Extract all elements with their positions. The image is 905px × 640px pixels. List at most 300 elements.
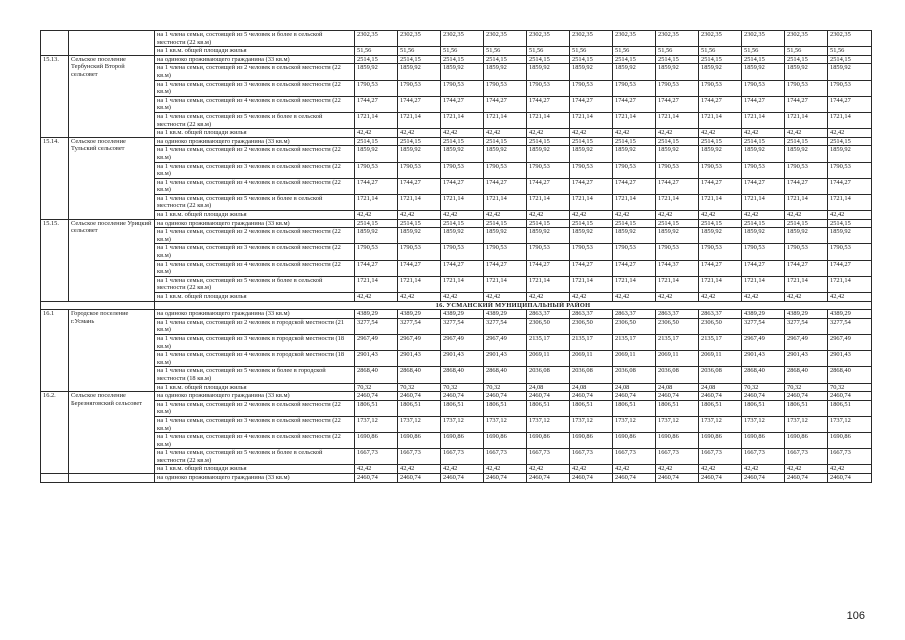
value-cell: 1790,53 <box>527 244 570 260</box>
value-cell: 2306,50 <box>570 318 613 334</box>
value-cell: 1744,27 <box>699 178 742 194</box>
value-cell: 1721,14 <box>570 194 613 210</box>
value-cell: 2901,43 <box>828 351 872 367</box>
value-cell: 2967,49 <box>484 334 527 350</box>
value-cell: 1737,12 <box>355 416 398 432</box>
value-cell: 2514,15 <box>398 137 441 146</box>
value-cell: 1690,86 <box>527 433 570 449</box>
value-cell: 2069,11 <box>527 351 570 367</box>
district-header-row <box>41 301 872 310</box>
value-cell: 1744,27 <box>441 260 484 276</box>
value-cell: 1690,86 <box>441 433 484 449</box>
value-cell: 1690,86 <box>613 433 656 449</box>
item-number: 16.2. <box>41 392 69 474</box>
row-label: на одиноко проживающего гражданина (33 кв.м) <box>155 219 355 228</box>
value-cell: 42,42 <box>570 465 613 474</box>
value-cell: 1806,51 <box>742 400 785 416</box>
value-cell: 1744,27 <box>742 260 785 276</box>
value-cell: 2460,74 <box>656 392 699 401</box>
value-cell: 2514,15 <box>828 55 872 64</box>
value-cell: 1667,73 <box>742 449 785 465</box>
value-cell: 42,42 <box>441 211 484 220</box>
value-cell: 1790,53 <box>398 162 441 178</box>
table-row <box>41 400 872 416</box>
value-cell: 1859,92 <box>656 228 699 244</box>
value-cell: 1859,92 <box>527 64 570 80</box>
value-cell: 1859,92 <box>570 64 613 80</box>
value-cell: 42,42 <box>484 293 527 302</box>
value-cell: 51,56 <box>785 47 828 56</box>
value-cell: 1667,73 <box>699 449 742 465</box>
value-cell: 2514,15 <box>570 219 613 228</box>
table-row <box>41 194 872 210</box>
value-cell: 2514,15 <box>613 55 656 64</box>
value-cell: 42,42 <box>355 211 398 220</box>
value-cell: 1806,51 <box>613 400 656 416</box>
value-cell: 2460,74 <box>355 392 398 401</box>
value-cell: 2302,35 <box>699 31 742 47</box>
value-cell: 2460,74 <box>613 474 656 483</box>
value-cell: 2901,43 <box>355 351 398 367</box>
value-cell: 1859,92 <box>828 228 872 244</box>
value-cell: 2460,74 <box>398 392 441 401</box>
value-cell: 1790,53 <box>570 244 613 260</box>
value-cell: 1859,92 <box>785 64 828 80</box>
tariff-table-sheet <box>40 30 870 483</box>
value-cell: 70,32 <box>785 383 828 392</box>
value-cell: 2135,17 <box>656 334 699 350</box>
value-cell: 2302,35 <box>398 31 441 47</box>
value-cell: 1806,51 <box>527 400 570 416</box>
value-cell: 1721,14 <box>484 112 527 128</box>
row-label: на 1 члена семьи, состоящей из 3 человек в городской местности (18 кв.м) <box>155 334 355 350</box>
settlement-name: Сельское поселение Тульский сельсовет <box>69 137 155 219</box>
value-cell: 42,42 <box>441 129 484 138</box>
value-cell: 1744,27 <box>656 178 699 194</box>
value-cell: 2036,08 <box>613 367 656 383</box>
value-cell: 1859,92 <box>398 146 441 162</box>
value-cell: 1721,14 <box>742 112 785 128</box>
value-cell: 24,08 <box>527 383 570 392</box>
value-cell: 1667,73 <box>441 449 484 465</box>
value-cell: 1690,86 <box>828 433 872 449</box>
row-label: на 1 члена семьи, состоящей из 4 человек в городской местности (18 кв.м) <box>155 351 355 367</box>
value-cell: 1667,73 <box>527 449 570 465</box>
value-cell: 1721,14 <box>613 112 656 128</box>
table-row <box>41 129 872 138</box>
row-label: на 1 кв.м. общей площади жилья <box>155 383 355 392</box>
value-cell: 1790,53 <box>828 80 872 96</box>
value-cell: 2868,40 <box>355 367 398 383</box>
item-number: 16.1 <box>41 310 69 392</box>
value-cell: 1744,27 <box>742 178 785 194</box>
table-row <box>41 31 872 47</box>
value-cell: 2514,15 <box>441 219 484 228</box>
value-cell: 2069,11 <box>570 351 613 367</box>
settlement-name <box>69 474 155 483</box>
value-cell: 2302,35 <box>613 31 656 47</box>
row-label: на 1 члена семьи, состоящей из 5 человек и более в сельской местности (22 кв.м) <box>155 194 355 210</box>
table-row <box>41 137 872 146</box>
table-row <box>41 334 872 350</box>
value-cell: 2302,35 <box>570 31 613 47</box>
value-cell: 2967,49 <box>742 334 785 350</box>
value-cell: 2069,11 <box>613 351 656 367</box>
row-label: на 1 члена семьи, состоящей из 5 человек и более в городской местности (18 кв.м) <box>155 367 355 383</box>
value-cell: 2514,15 <box>570 137 613 146</box>
value-cell: 2460,74 <box>398 474 441 483</box>
value-cell: 1744,27 <box>484 96 527 112</box>
value-cell: 1790,53 <box>699 244 742 260</box>
value-cell: 1744,27 <box>613 178 656 194</box>
value-cell: 1690,86 <box>742 433 785 449</box>
value-cell: 1721,14 <box>828 194 872 210</box>
row-label: на 1 члена семьи, состоящей из 4 человек в сельской местности (22 кв.м) <box>155 260 355 276</box>
value-cell: 42,42 <box>828 211 872 220</box>
value-cell: 1744,27 <box>699 96 742 112</box>
value-cell: 1737,12 <box>527 416 570 432</box>
value-cell: 2514,15 <box>742 55 785 64</box>
table-row <box>41 228 872 244</box>
value-cell: 2069,11 <box>656 351 699 367</box>
value-cell: 1859,92 <box>699 64 742 80</box>
value-cell: 1790,53 <box>742 162 785 178</box>
value-cell: 1859,92 <box>613 228 656 244</box>
value-cell: 1721,14 <box>570 276 613 292</box>
value-cell: 70,32 <box>484 383 527 392</box>
value-cell: 1790,53 <box>484 162 527 178</box>
value-cell: 2901,43 <box>785 351 828 367</box>
value-cell: 42,42 <box>355 293 398 302</box>
value-cell: 1667,73 <box>613 449 656 465</box>
value-cell: 1744,27 <box>785 96 828 112</box>
value-cell: 42,42 <box>398 465 441 474</box>
value-cell: 1721,14 <box>613 194 656 210</box>
value-cell: 1721,14 <box>441 194 484 210</box>
value-cell: 1667,73 <box>355 449 398 465</box>
table-row <box>41 367 872 383</box>
value-cell: 1721,14 <box>355 112 398 128</box>
value-cell: 42,42 <box>613 465 656 474</box>
value-cell: 3277,54 <box>484 318 527 334</box>
settlement-name: Сельское поселение Урицкий сельсовет <box>69 219 155 301</box>
value-cell: 1721,14 <box>699 112 742 128</box>
value-cell: 1721,14 <box>355 194 398 210</box>
value-cell: 2302,35 <box>441 31 484 47</box>
value-cell: 42,42 <box>742 211 785 220</box>
value-cell: 42,42 <box>484 465 527 474</box>
value-cell: 4389,29 <box>441 310 484 319</box>
value-cell: 1790,53 <box>484 244 527 260</box>
value-cell: 1744,27 <box>828 96 872 112</box>
value-cell: 1744,27 <box>828 178 872 194</box>
value-cell: 2514,15 <box>828 137 872 146</box>
value-cell: 42,42 <box>699 293 742 302</box>
value-cell: 42,42 <box>828 293 872 302</box>
value-cell: 4389,29 <box>484 310 527 319</box>
value-cell: 1859,92 <box>785 146 828 162</box>
value-cell: 1859,92 <box>828 146 872 162</box>
value-cell: 1790,53 <box>570 162 613 178</box>
value-cell: 1744,27 <box>742 96 785 112</box>
value-cell: 1859,92 <box>355 64 398 80</box>
row-label: на 1 члена семьи, состоящей из 2 человек в сельской местности (22 кв.м) <box>155 64 355 80</box>
row-label: на 1 кв.м. общей площади жилья <box>155 293 355 302</box>
value-cell: 1744,27 <box>828 260 872 276</box>
row-label: на 1 члена семьи, состоящей из 3 человек в сельской местности (22 кв.м) <box>155 80 355 96</box>
row-label: на 1 члена семьи, состоящей из 3 человек в сельской местности (22 кв.м) <box>155 162 355 178</box>
value-cell: 1737,12 <box>570 416 613 432</box>
value-cell: 2514,15 <box>785 137 828 146</box>
value-cell: 2514,15 <box>699 55 742 64</box>
row-label: на 1 члена семьи, состоящей из 2 человек в сельской местности (22 кв.м) <box>155 228 355 244</box>
value-cell: 1859,92 <box>441 146 484 162</box>
value-cell: 1667,73 <box>656 449 699 465</box>
value-cell: 42,42 <box>742 465 785 474</box>
value-cell: 51,56 <box>742 47 785 56</box>
value-cell: 51,56 <box>699 47 742 56</box>
value-cell: 1744,27 <box>355 178 398 194</box>
value-cell: 1859,92 <box>484 64 527 80</box>
value-cell: 2514,15 <box>484 219 527 228</box>
value-cell: 2868,40 <box>742 367 785 383</box>
value-cell: 2514,15 <box>742 219 785 228</box>
value-cell: 1721,14 <box>441 276 484 292</box>
value-cell: 1744,27 <box>398 260 441 276</box>
value-cell: 42,42 <box>484 129 527 138</box>
value-cell: 1859,92 <box>742 228 785 244</box>
value-cell: 2514,15 <box>785 55 828 64</box>
table-row <box>41 318 872 334</box>
value-cell: 42,42 <box>355 129 398 138</box>
value-cell: 1721,14 <box>785 112 828 128</box>
value-cell: 2901,43 <box>484 351 527 367</box>
value-cell: 2460,74 <box>484 392 527 401</box>
table-row <box>41 112 872 128</box>
value-cell: 1744,27 <box>355 260 398 276</box>
value-cell: 42,42 <box>656 129 699 138</box>
row-label: на одиноко проживающего гражданина (33 кв.м) <box>155 392 355 401</box>
value-cell: 1721,14 <box>441 112 484 128</box>
value-cell: 51,56 <box>355 47 398 56</box>
value-cell: 1859,92 <box>570 146 613 162</box>
value-cell: 2868,40 <box>785 367 828 383</box>
value-cell: 1806,51 <box>398 400 441 416</box>
value-cell: 42,42 <box>828 129 872 138</box>
value-cell: 2514,15 <box>656 55 699 64</box>
value-cell: 2460,74 <box>613 392 656 401</box>
value-cell: 2514,15 <box>355 219 398 228</box>
value-cell: 42,42 <box>398 129 441 138</box>
row-label: на 1 члена семьи, состоящей из 5 человек и более в сельской местности (22 кв.м) <box>155 112 355 128</box>
value-cell: 42,42 <box>742 293 785 302</box>
value-cell: 2514,15 <box>656 137 699 146</box>
district-title: 16. УСМАНСКИЙ МУНИЦИПАЛЬНЫЙ РАЙОН <box>155 301 872 310</box>
value-cell: 2460,74 <box>742 392 785 401</box>
value-cell: 42,42 <box>527 211 570 220</box>
value-cell: 1790,53 <box>613 80 656 96</box>
value-cell: 1744,27 <box>656 96 699 112</box>
value-cell: 1744,27 <box>441 96 484 112</box>
table-row <box>41 64 872 80</box>
value-cell: 1790,53 <box>656 80 699 96</box>
value-cell: 2460,74 <box>785 474 828 483</box>
value-cell: 1790,53 <box>699 80 742 96</box>
value-cell: 2967,49 <box>785 334 828 350</box>
value-cell: 1790,53 <box>398 244 441 260</box>
value-cell: 2302,35 <box>656 31 699 47</box>
value-cell: 1806,51 <box>570 400 613 416</box>
value-cell: 2460,74 <box>828 392 872 401</box>
table-row <box>41 276 872 292</box>
value-cell: 24,08 <box>656 383 699 392</box>
value-cell: 1859,92 <box>742 64 785 80</box>
item-number: 15.15. <box>41 219 69 301</box>
value-cell: 1737,12 <box>699 416 742 432</box>
value-cell: 1859,92 <box>613 146 656 162</box>
value-cell: 1721,14 <box>527 112 570 128</box>
value-cell: 2514,15 <box>355 55 398 64</box>
value-cell: 2460,74 <box>656 474 699 483</box>
value-cell: 1721,14 <box>613 276 656 292</box>
value-cell: 4389,29 <box>355 310 398 319</box>
value-cell: 2863,37 <box>570 310 613 319</box>
value-cell: 51,56 <box>656 47 699 56</box>
item-number: 15.14. <box>41 137 69 219</box>
value-cell: 2460,74 <box>785 392 828 401</box>
value-cell: 2460,74 <box>484 474 527 483</box>
settlement-name: Городское поселение г.Усмань <box>69 310 155 392</box>
value-cell: 1859,92 <box>527 228 570 244</box>
value-cell: 1721,14 <box>527 276 570 292</box>
value-cell: 2967,49 <box>441 334 484 350</box>
table-body <box>41 31 872 483</box>
value-cell: 1859,92 <box>699 146 742 162</box>
value-cell: 42,42 <box>828 465 872 474</box>
table-row <box>41 80 872 96</box>
value-cell: 1721,14 <box>398 276 441 292</box>
value-cell: 2514,15 <box>613 219 656 228</box>
value-cell: 2135,17 <box>527 334 570 350</box>
value-cell: 42,42 <box>527 293 570 302</box>
value-cell: 2306,50 <box>656 318 699 334</box>
value-cell: 1859,92 <box>441 64 484 80</box>
table-row <box>41 293 872 302</box>
value-cell: 1859,92 <box>441 228 484 244</box>
value-cell: 42,42 <box>742 129 785 138</box>
value-cell: 4389,29 <box>742 310 785 319</box>
row-label: на 1 члена семьи, состоящей из 4 человек в сельской местности (22 кв.м) <box>155 433 355 449</box>
value-cell: 1744,27 <box>785 178 828 194</box>
value-cell: 1790,53 <box>699 162 742 178</box>
value-cell: 2514,15 <box>527 219 570 228</box>
value-cell: 1737,12 <box>613 416 656 432</box>
value-cell: 3277,54 <box>742 318 785 334</box>
value-cell: 1667,73 <box>484 449 527 465</box>
value-cell: 2460,74 <box>441 474 484 483</box>
value-cell: 1690,86 <box>656 433 699 449</box>
row-label: на 1 члена семьи, состоящей из 2 человек в городской местности (21 кв.м) <box>155 318 355 334</box>
value-cell: 1806,51 <box>484 400 527 416</box>
value-cell: 1859,92 <box>398 228 441 244</box>
table-row <box>41 416 872 432</box>
value-cell: 1790,53 <box>785 80 828 96</box>
value-cell: 2302,35 <box>785 31 828 47</box>
value-cell: 1721,14 <box>656 112 699 128</box>
value-cell: 1721,14 <box>484 194 527 210</box>
value-cell: 42,42 <box>355 465 398 474</box>
value-cell: 70,32 <box>441 383 484 392</box>
value-cell: 1667,73 <box>398 449 441 465</box>
value-cell: 4389,29 <box>398 310 441 319</box>
value-cell: 1790,53 <box>398 80 441 96</box>
value-cell: 1721,14 <box>355 276 398 292</box>
value-cell: 42,42 <box>441 465 484 474</box>
value-cell: 1721,14 <box>656 194 699 210</box>
value-cell: 1744,27 <box>613 96 656 112</box>
value-cell: 1737,12 <box>441 416 484 432</box>
settlement-name: Сельское поселение Тербунский Второй сельсовет <box>69 55 155 137</box>
value-cell: 42,42 <box>785 129 828 138</box>
value-cell: 1859,92 <box>742 146 785 162</box>
value-cell: 1806,51 <box>355 400 398 416</box>
item-number: 15.13. <box>41 55 69 137</box>
value-cell: 2135,17 <box>570 334 613 350</box>
value-cell: 1790,53 <box>828 244 872 260</box>
value-cell: 2514,15 <box>441 55 484 64</box>
value-cell: 1859,92 <box>828 64 872 80</box>
value-cell: 42,42 <box>613 129 656 138</box>
value-cell: 1737,12 <box>656 416 699 432</box>
value-cell: 51,56 <box>398 47 441 56</box>
value-cell: 2514,15 <box>785 219 828 228</box>
value-cell: 2514,15 <box>527 55 570 64</box>
value-cell: 2306,50 <box>699 318 742 334</box>
value-cell: 1790,53 <box>613 162 656 178</box>
value-cell: 2901,43 <box>441 351 484 367</box>
table-row <box>41 219 872 228</box>
value-cell: 2069,11 <box>699 351 742 367</box>
value-cell: 42,42 <box>570 129 613 138</box>
value-cell: 42,42 <box>785 211 828 220</box>
value-cell: 1806,51 <box>441 400 484 416</box>
value-cell: 1744,27 <box>527 260 570 276</box>
value-cell: 1744,27 <box>785 260 828 276</box>
value-cell: 51,56 <box>441 47 484 56</box>
value-cell: 1737,12 <box>398 416 441 432</box>
value-cell: 2514,15 <box>699 219 742 228</box>
value-cell: 1737,12 <box>742 416 785 432</box>
value-cell: 2460,74 <box>527 392 570 401</box>
value-cell: 1737,12 <box>828 416 872 432</box>
value-cell: 1737,12 <box>484 416 527 432</box>
value-cell: 1806,51 <box>656 400 699 416</box>
value-cell: 2514,15 <box>699 137 742 146</box>
row-label: на 1 члена семьи, состоящей из 2 человек в сельской местности (22 кв.м) <box>155 146 355 162</box>
table-row <box>41 392 872 401</box>
value-cell: 1859,92 <box>355 228 398 244</box>
value-cell: 1790,53 <box>355 162 398 178</box>
row-label: на 1 кв.м. общей площади жилья <box>155 129 355 138</box>
value-cell: 42,42 <box>613 293 656 302</box>
value-cell: 1721,14 <box>570 112 613 128</box>
item-number <box>41 31 69 56</box>
value-cell: 1859,92 <box>527 146 570 162</box>
table-row <box>41 383 872 392</box>
value-cell: 3277,54 <box>355 318 398 334</box>
value-cell: 1721,14 <box>828 276 872 292</box>
value-cell: 1721,14 <box>699 194 742 210</box>
